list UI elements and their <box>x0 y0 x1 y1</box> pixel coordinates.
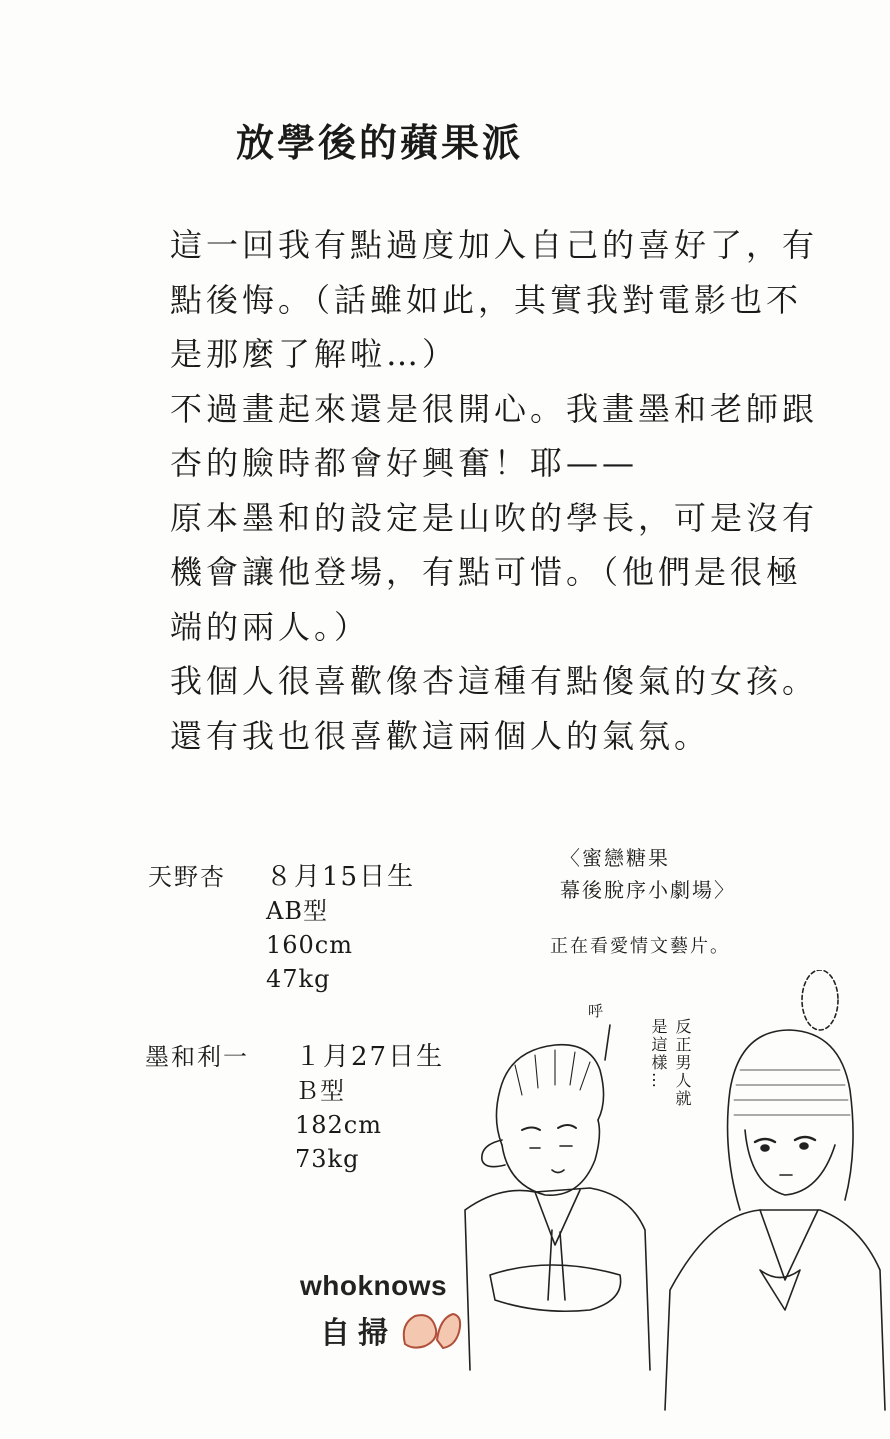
scanlation-watermark <box>300 1270 448 1351</box>
profile-name: 墨和利一 <box>145 1043 249 1071</box>
boy-hair <box>496 1045 603 1145</box>
thought-bubble <box>802 970 838 1030</box>
profile-birthday: ８月15日生 <box>266 862 416 892</box>
profile-height: 160cm <box>266 931 354 959</box>
boy-face <box>502 1120 599 1195</box>
profile-name: 天野杏 <box>148 863 226 891</box>
profile-weight: 73kg <box>295 1145 360 1173</box>
paragraph-line: 是那麼了解啦…） <box>170 335 459 373</box>
page-title: 放學後的蘋果派 <box>236 121 524 165</box>
profile-details <box>295 1040 444 1176</box>
watermark-text-en: whoknows <box>300 1270 448 1301</box>
comic-heading <box>560 842 736 906</box>
paragraph-line: 還有我也很喜歡這兩個人的氣氛。 <box>170 716 711 755</box>
watermark-text-zh: 自掃 <box>320 1316 396 1351</box>
paragraph-line: 點後悔。（話雖如此，其實我對電影也不 <box>170 280 803 319</box>
paragraph-line: 這一回我有點過度加入自己的喜好了，有 <box>170 226 819 264</box>
profile-details <box>266 860 415 996</box>
profile-blood-type: AB型 <box>266 897 328 925</box>
watermark-logo-icon <box>395 1304 465 1354</box>
comic-heading-line1: 〈蜜戀糖果 <box>560 846 670 870</box>
paragraph-line: 端的兩人。） <box>170 607 371 646</box>
profile-amano-an <box>148 860 448 1010</box>
profile-blood-type: Ｂ型 <box>295 1077 345 1105</box>
girl-body <box>665 1210 885 1410</box>
paragraph-line: 杏的臉時都會好興奮！耶—— <box>170 444 639 482</box>
paragraph-line: 我個人很喜歡像杏這種有點傻氣的女孩。 <box>170 662 819 700</box>
paragraph-line: 原本墨和的設定是山吹的學長，可是沒有 <box>170 498 819 537</box>
paragraph-line: 機會讓他登場，有點可惜。（他們是很極 <box>170 553 803 591</box>
sfx-sigh: 呼 <box>588 1002 604 1020</box>
profile-weight: 47kg <box>266 965 331 993</box>
girl-hair <box>728 1030 854 1210</box>
profile-birthday: １月27日生 <box>295 1042 445 1072</box>
profile-sumiwa-riichi <box>145 1040 465 1190</box>
comic-caption: 正在看愛情文藝片。 <box>550 936 730 957</box>
paragraph-line: 不過畫起來還是很開心。我畫墨和老師跟 <box>170 389 819 428</box>
speech-column-2: 是這樣… <box>649 1018 668 1090</box>
afterword-paragraph <box>170 218 830 763</box>
profile-height: 182cm <box>295 1111 383 1139</box>
boy-body <box>465 1188 650 1370</box>
comic-heading-line2: 幕後脫序小劇場〉 <box>560 878 736 902</box>
speech-column-1: 反正男人就 <box>673 1018 692 1108</box>
